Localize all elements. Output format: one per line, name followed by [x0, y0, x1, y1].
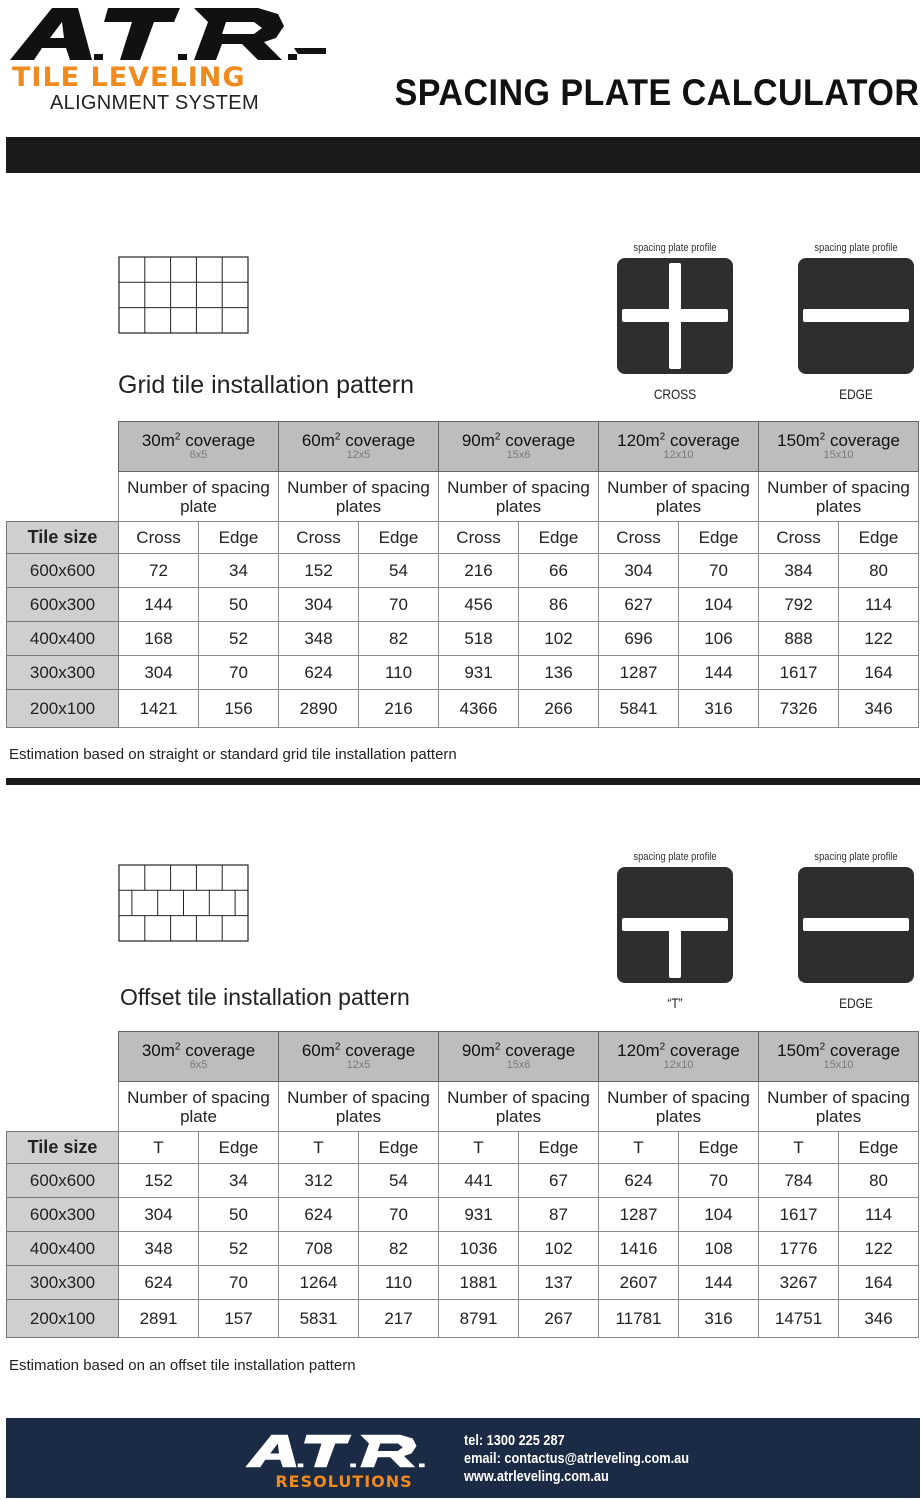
value-cell: 1617: [759, 656, 839, 690]
value-cell: 266: [519, 690, 599, 728]
value-cell: 66: [519, 554, 599, 588]
blank-cell: [7, 1032, 119, 1082]
coverage-header: $60m^2$ coverage 12x5: [279, 1032, 439, 1082]
plates-label: Number of spacing plates: [439, 472, 599, 522]
col-edge: Edge: [519, 522, 599, 554]
atr-logo-mark-icon: [8, 4, 328, 64]
footer: [6, 1418, 920, 1498]
edge-plate-icon: [797, 257, 915, 375]
value-cell: 104: [679, 588, 759, 622]
plates-label: Number of spacing plates: [279, 1082, 439, 1132]
value-cell: 80: [839, 1164, 919, 1198]
value-cell: 316: [679, 1300, 759, 1338]
profile-label: “T”: [667, 995, 683, 1011]
col-t: T: [119, 1132, 199, 1164]
plates-label: Number of spacing plates: [279, 472, 439, 522]
tile-size-header: Tile size: [7, 1132, 119, 1164]
value-cell: 348: [119, 1232, 199, 1266]
value-cell: 624: [279, 656, 359, 690]
profile-caption: spacing plate profile: [814, 242, 898, 254]
footer-logo-resolutions: RESOLUTIONS: [275, 1472, 413, 1491]
value-cell: 267: [519, 1300, 599, 1338]
value-cell: 52: [199, 1232, 279, 1266]
value-cell: 70: [679, 1164, 759, 1198]
cross-plate-icon: [616, 257, 734, 375]
value-cell: 87: [519, 1198, 599, 1232]
plates-label: Number of spacing plate: [119, 1082, 279, 1132]
profile-caption: spacing plate profile: [633, 851, 717, 863]
grid-calculator-table: [6, 421, 919, 728]
table-row: [7, 1266, 919, 1300]
value-cell: 106: [679, 622, 759, 656]
plates-label: Number of spacing plate: [119, 472, 279, 522]
logo-line-tile-leveling: TILE LEVELING: [12, 62, 246, 93]
value-cell: 346: [839, 1300, 919, 1338]
value-cell: 1617: [759, 1198, 839, 1232]
grid-pattern-icon: [118, 256, 249, 334]
profile-label: EDGE: [839, 995, 873, 1011]
tile-size-cell: 400x400: [7, 1232, 119, 1266]
value-cell: 1287: [599, 656, 679, 690]
value-cell: 122: [839, 1232, 919, 1266]
col-edge: Edge: [839, 522, 919, 554]
value-cell: 1421: [119, 690, 199, 728]
value-cell: 1881: [439, 1266, 519, 1300]
col-edge: Edge: [359, 1132, 439, 1164]
value-cell: 114: [839, 588, 919, 622]
value-cell: 157: [199, 1300, 279, 1338]
grid-section-title: Grid tile installation pattern: [118, 371, 414, 399]
coverage-row: [7, 422, 919, 472]
header-band: [6, 137, 920, 173]
value-cell: 108: [679, 1232, 759, 1266]
edge-plate-icon: [797, 866, 915, 984]
grid-estimation-note: Estimation based on straight or standard grid tile installation pattern: [9, 746, 457, 763]
value-cell: 304: [599, 554, 679, 588]
value-cell: 34: [199, 1164, 279, 1198]
col-t: T: [759, 1132, 839, 1164]
value-cell: 82: [359, 1232, 439, 1266]
profile-caption: spacing plate profile: [633, 242, 717, 254]
col-edge: Edge: [679, 522, 759, 554]
value-cell: 152: [119, 1164, 199, 1198]
col-edge: Edge: [839, 1132, 919, 1164]
blank-cell: [7, 422, 119, 472]
coverage-header: $120m^2$ coverage 12x10: [599, 422, 759, 472]
value-cell: 54: [359, 1164, 439, 1198]
value-cell: 5841: [599, 690, 679, 728]
value-cell: 152: [279, 554, 359, 588]
value-cell: 144: [679, 656, 759, 690]
contact-website[interactable]: www.atrleveling.com.au: [464, 1468, 609, 1485]
value-cell: 1036: [439, 1232, 519, 1266]
coverage-header: $120m^2$ coverage 12x10: [599, 1032, 759, 1082]
offset-calculator-table: [6, 1031, 919, 1338]
value-cell: 708: [279, 1232, 359, 1266]
atr-footer-logo-icon: [244, 1430, 444, 1472]
value-cell: 5831: [279, 1300, 359, 1338]
value-cell: 624: [599, 1164, 679, 1198]
col-edge: Edge: [679, 1132, 759, 1164]
coverage-header: $60m^2$ coverage 12x5: [279, 422, 439, 472]
value-cell: 34: [199, 554, 279, 588]
value-cell: 627: [599, 588, 679, 622]
plates-label: Number of spacing plates: [439, 1082, 599, 1132]
tile-size-cell: 300x300: [7, 656, 119, 690]
value-cell: 102: [519, 1232, 599, 1266]
table-row: [7, 1198, 919, 1232]
value-cell: 931: [439, 1198, 519, 1232]
value-cell: 72: [119, 554, 199, 588]
table-row: [7, 1232, 919, 1266]
tile-size-cell: 600x600: [7, 1164, 119, 1198]
value-cell: 110: [359, 1266, 439, 1300]
blank-cell: [7, 472, 119, 522]
value-cell: 2891: [119, 1300, 199, 1338]
value-cell: 14751: [759, 1300, 839, 1338]
table-row: [7, 588, 919, 622]
value-cell: 8791: [439, 1300, 519, 1338]
tile-size-cell: 600x300: [7, 588, 119, 622]
col-edge: Edge: [199, 522, 279, 554]
coverage-header: $150m^2$ coverage 15x10: [759, 422, 919, 472]
col-edge: Edge: [199, 1132, 279, 1164]
value-cell: 164: [839, 1266, 919, 1300]
value-cell: 144: [119, 588, 199, 622]
page-title: SPACING PLATE CALCULATOR: [394, 72, 919, 113]
coverage-header: $90m^2$ coverage 15x6: [439, 1032, 599, 1082]
plates-label-row: [7, 1082, 919, 1132]
table-row: [7, 622, 919, 656]
profile-t: [616, 850, 734, 1011]
coverage-row: [7, 1032, 919, 1082]
plates-label: Number of spacing plates: [599, 472, 759, 522]
value-cell: 304: [119, 1198, 199, 1232]
col-cross: Cross: [439, 522, 519, 554]
value-cell: 50: [199, 1198, 279, 1232]
value-cell: 70: [199, 656, 279, 690]
t-plate-icon: [616, 866, 734, 984]
value-cell: 70: [359, 588, 439, 622]
value-cell: 164: [839, 656, 919, 690]
value-cell: 304: [279, 588, 359, 622]
value-cell: 1416: [599, 1232, 679, 1266]
tile-size-cell: 200x100: [7, 1300, 119, 1338]
value-cell: 456: [439, 588, 519, 622]
coverage-header: $150m^2$ coverage 15x10: [759, 1032, 919, 1082]
offset-estimation-note: Estimation based on an offset tile installation pattern: [9, 1357, 356, 1374]
plates-label-row: [7, 472, 919, 522]
col-cross: Cross: [119, 522, 199, 554]
col-t: T: [599, 1132, 679, 1164]
col-cross: Cross: [599, 522, 679, 554]
value-cell: 216: [359, 690, 439, 728]
value-cell: 1264: [279, 1266, 359, 1300]
section-divider: [6, 778, 920, 785]
value-cell: 70: [199, 1266, 279, 1300]
value-cell: 304: [119, 656, 199, 690]
offset-pattern-icon: [118, 864, 249, 942]
value-cell: 3267: [759, 1266, 839, 1300]
coverage-header: $30m^2$ coverage 6x5: [119, 1032, 279, 1082]
value-cell: 312: [279, 1164, 359, 1198]
value-cell: 316: [679, 690, 759, 728]
offset-section-title: Offset tile installation pattern: [120, 984, 410, 1010]
profile-edge: [797, 850, 915, 1011]
logo-line-alignment-system: ALIGNMENT SYSTEM: [50, 92, 259, 114]
value-cell: 217: [359, 1300, 439, 1338]
atr-logo: [8, 4, 328, 114]
value-cell: 156: [199, 690, 279, 728]
footer-logo: [244, 1430, 444, 1490]
tile-size-cell: 300x300: [7, 1266, 119, 1300]
column-header-row: [7, 522, 919, 554]
profile-label: EDGE: [839, 386, 873, 402]
value-cell: 1776: [759, 1232, 839, 1266]
coverage-header: $90m^2$ coverage 15x6: [439, 422, 599, 472]
value-cell: 122: [839, 622, 919, 656]
coverage-header: $30m^2$ coverage 6x5: [119, 422, 279, 472]
plates-label: Number of spacing plates: [599, 1082, 759, 1132]
value-cell: 348: [279, 622, 359, 656]
value-cell: 70: [359, 1198, 439, 1232]
plates-label: Number of spacing plates: [759, 1082, 919, 1132]
table-row: [7, 690, 919, 728]
contact-email[interactable]: email: contactus@atrleveling.com.au: [464, 1450, 690, 1467]
value-cell: 931: [439, 656, 519, 690]
value-cell: 696: [599, 622, 679, 656]
value-cell: 518: [439, 622, 519, 656]
col-edge: Edge: [519, 1132, 599, 1164]
value-cell: 624: [279, 1198, 359, 1232]
contact-tel: tel: 1300 225 287: [464, 1432, 565, 1449]
plates-label: Number of spacing plates: [759, 472, 919, 522]
value-cell: 7326: [759, 690, 839, 728]
tile-size-header: Tile size: [7, 522, 119, 554]
value-cell: 136: [519, 656, 599, 690]
value-cell: 11781: [599, 1300, 679, 1338]
table-row: [7, 1300, 919, 1338]
contact-block: [464, 1432, 689, 1486]
value-cell: 114: [839, 1198, 919, 1232]
profile-cross: [616, 241, 734, 402]
value-cell: 144: [679, 1266, 759, 1300]
col-t: T: [439, 1132, 519, 1164]
table-row: [7, 656, 919, 690]
tile-size-cell: 600x300: [7, 1198, 119, 1232]
tile-size-cell: 400x400: [7, 622, 119, 656]
col-cross: Cross: [759, 522, 839, 554]
value-cell: 80: [839, 554, 919, 588]
profile-caption: spacing plate profile: [814, 851, 898, 863]
value-cell: 2890: [279, 690, 359, 728]
col-edge: Edge: [359, 522, 439, 554]
value-cell: 441: [439, 1164, 519, 1198]
value-cell: 102: [519, 622, 599, 656]
value-cell: 216: [439, 554, 519, 588]
value-cell: 54: [359, 554, 439, 588]
blank-cell: [7, 1082, 119, 1132]
value-cell: 784: [759, 1164, 839, 1198]
value-cell: 104: [679, 1198, 759, 1232]
col-cross: Cross: [279, 522, 359, 554]
value-cell: 82: [359, 622, 439, 656]
value-cell: 888: [759, 622, 839, 656]
value-cell: 384: [759, 554, 839, 588]
table-row: [7, 554, 919, 588]
value-cell: 792: [759, 588, 839, 622]
value-cell: 50: [199, 588, 279, 622]
value-cell: 2607: [599, 1266, 679, 1300]
value-cell: 4366: [439, 690, 519, 728]
value-cell: 137: [519, 1266, 599, 1300]
value-cell: 1287: [599, 1198, 679, 1232]
table-row: [7, 1164, 919, 1198]
value-cell: 70: [679, 554, 759, 588]
value-cell: 624: [119, 1266, 199, 1300]
value-cell: 86: [519, 588, 599, 622]
tile-size-cell: 200x100: [7, 690, 119, 728]
value-cell: 67: [519, 1164, 599, 1198]
tile-size-cell: 600x600: [7, 554, 119, 588]
value-cell: 346: [839, 690, 919, 728]
col-t: T: [279, 1132, 359, 1164]
profile-edge: [797, 241, 915, 402]
column-header-row: [7, 1132, 919, 1164]
value-cell: 52: [199, 622, 279, 656]
profile-label: CROSS: [653, 386, 697, 402]
value-cell: 110: [359, 656, 439, 690]
value-cell: 168: [119, 622, 199, 656]
